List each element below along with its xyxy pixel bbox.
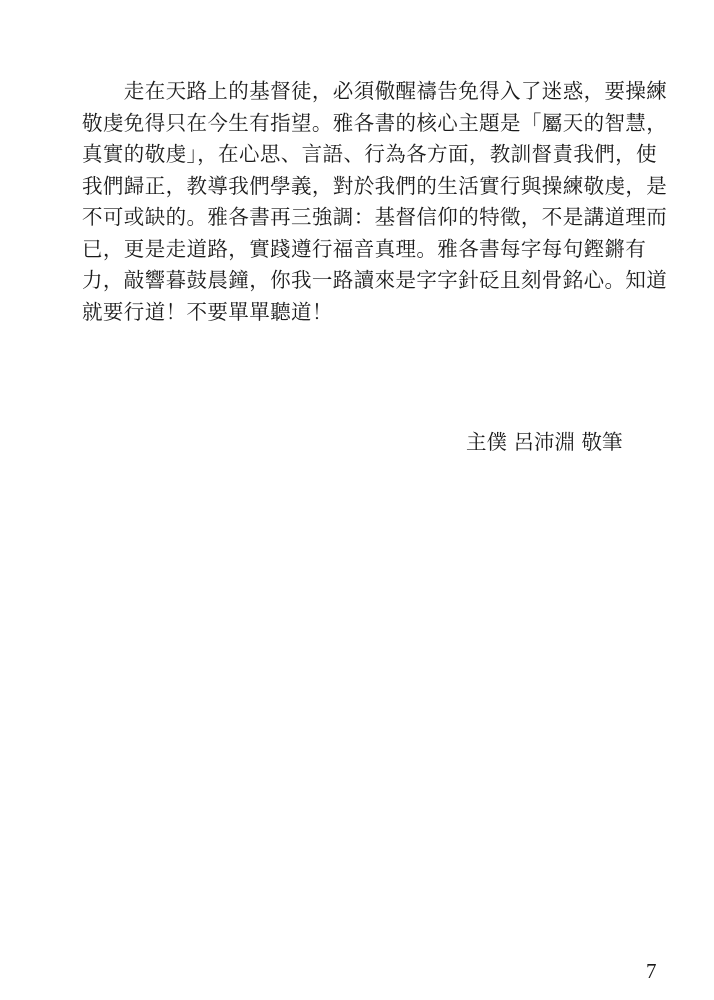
paragraph-line: 不可或缺的。雅各書再三強調：基督信仰的特徵，不是講道理而 — [82, 205, 668, 229]
paragraph-line: 就要行道！不要單單聽道！ — [82, 299, 333, 324]
paragraph-line: 我們歸正，教導我們學義，對於我們的生活實行與操練敬虔，是 — [82, 173, 668, 198]
author-signature: 主僕 呂沛淵 敬筆 — [466, 430, 623, 454]
paragraph-line: 真實的敬虔」，在心思、言語、行為各方面，教訓督責我們，使 — [82, 142, 657, 166]
paragraph-line: 走在天路上的基督徒，必須儆醒禱告免得入了迷惑，要操練 — [82, 79, 668, 103]
page-number: 7 — [646, 959, 657, 983]
paragraph-line: 敬虔免得只在今生有指望。雅各書的核心主題是「屬天的智慧， — [82, 110, 668, 135]
body-paragraph — [82, 76, 668, 328]
paragraph-line: 力，敲響暮鼓晨鐘，你我一路讀來是字字針砭且刻骨銘心。知道 — [82, 268, 668, 292]
paragraph-line: 已，更是走道路，實踐遵行福音真理。雅各書每字每句鏗鏘有 — [82, 236, 647, 261]
